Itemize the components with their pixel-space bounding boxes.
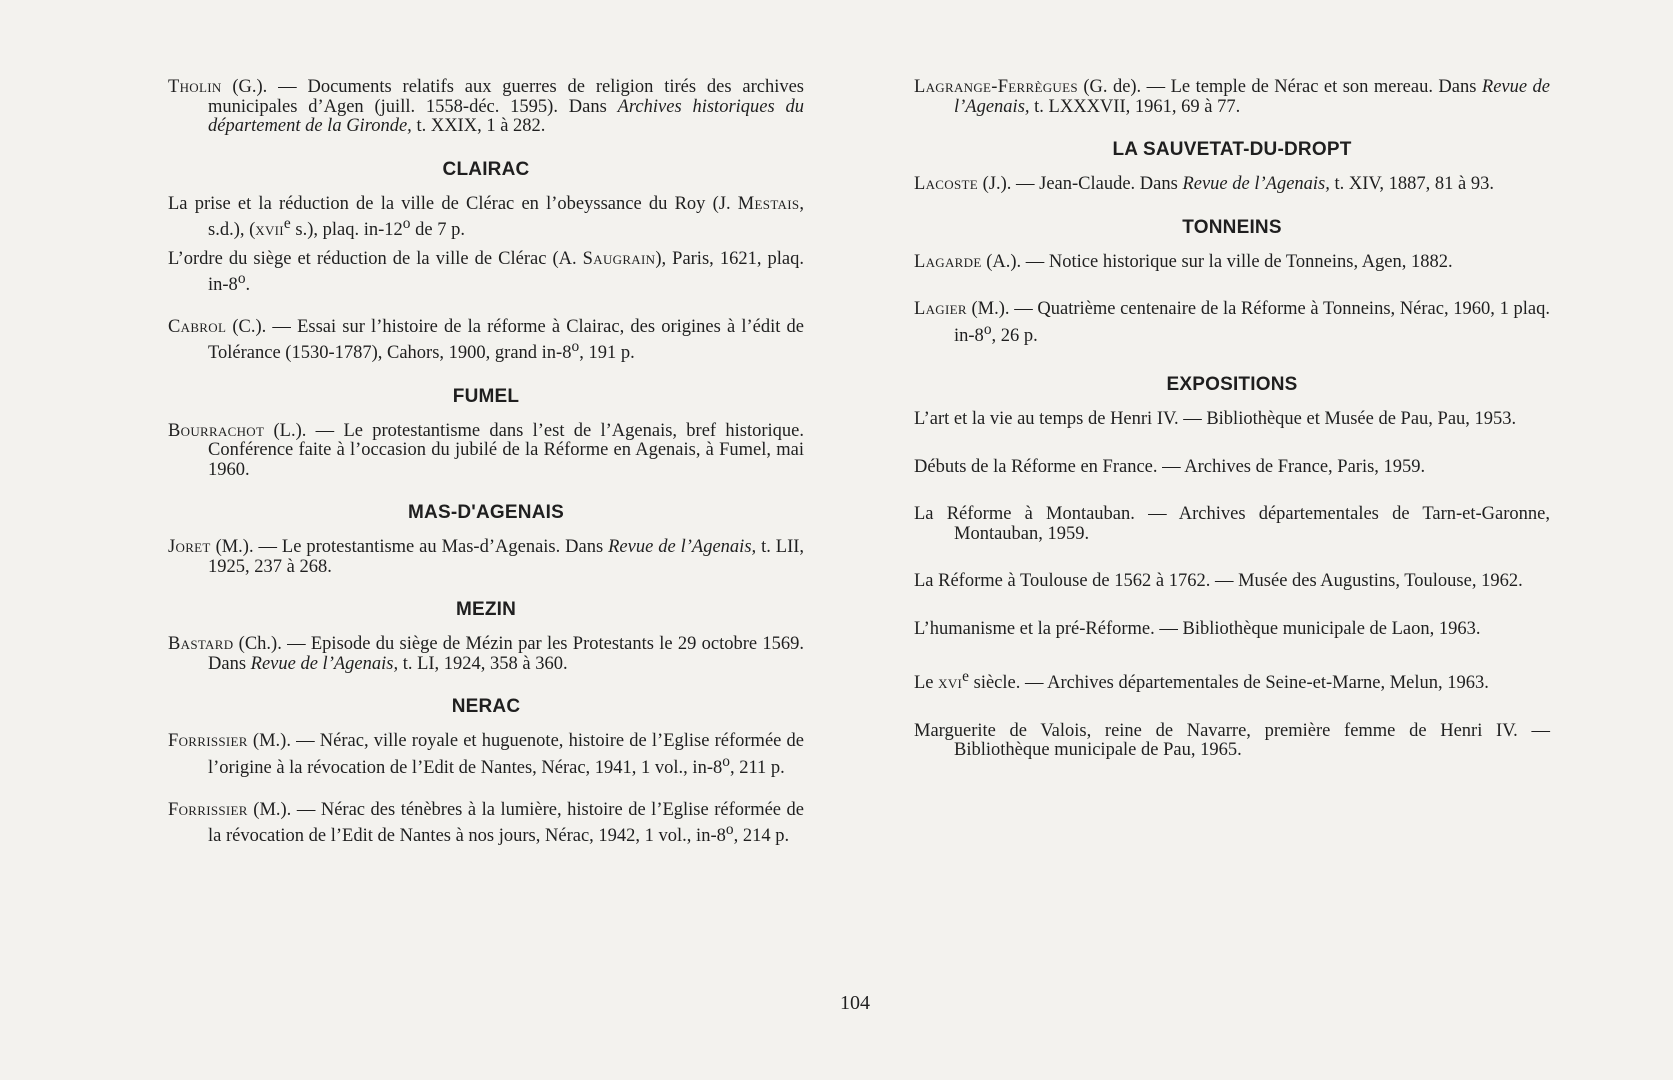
entry-text: de 7 p. bbox=[410, 220, 465, 241]
author-name: Forrissier bbox=[168, 799, 248, 820]
entry-text: , 191 p. bbox=[579, 343, 635, 364]
bibliography-entry-lagier bbox=[914, 300, 1550, 346]
section-heading-nerac: NERAC bbox=[451, 696, 521, 718]
author-name: Lagier bbox=[914, 299, 967, 319]
entry-text: (C.). — Essai sur l’histoire de la réforme à Clairac, des origines à l’édit de Tolérance (1530-1787), Cahors, 1900, grand in-8 bbox=[208, 316, 804, 364]
exhibition-entry bbox=[914, 667, 1550, 694]
left-column bbox=[168, 78, 804, 856]
bibliography-entry-joret bbox=[168, 538, 804, 577]
entry-text: L’ordre du siège et réduction de la ville de Clérac (A. bbox=[168, 248, 583, 269]
author-name: Lagarde bbox=[914, 251, 982, 272]
entry-text: t. XIV, 1887, 81 à 93. bbox=[1329, 174, 1494, 194]
publisher-name: Mestais bbox=[737, 193, 800, 214]
entry-text: La prise et la réduction de la ville de Clérac en l’obeyssance du Roy (J. bbox=[168, 193, 738, 214]
exhibition-entry: La Réforme à Montauban. — Archives départementales de Tarn-et-Garonne, Montauban, 1959. bbox=[914, 504, 1550, 544]
page-number: 104 bbox=[840, 992, 870, 1014]
superscript: o bbox=[722, 752, 730, 770]
author-name: Lacoste bbox=[914, 174, 978, 194]
bibliography-entry-lagrange-ferregues bbox=[914, 78, 1550, 117]
entry-text: (Ch.). — Episode du siège de Mézin par les Protestants le 29 octobre 1569. Dans bbox=[208, 634, 804, 674]
author-name: Joret bbox=[168, 537, 211, 558]
superscript: e bbox=[283, 215, 291, 232]
entry-text: (M.). — Nérac des ténèbres à la lumière, histoire de l’Eglise réformée de la révocation de l’Edit de Nantes à nos jours, Nérac, 1942, 1 vol., in-8 bbox=[208, 799, 804, 847]
entry-text: (G.). — Documents relatifs aux guerres de religion tirés des archives municipales d’Agen (juill. 1558-déc. 1595). Dans bbox=[208, 77, 804, 117]
entry-text: (M.). — Quatrième centenaire de la Réforme à Tonneins, Nérac, 1960, 1 plaq. in-8 bbox=[954, 299, 1550, 346]
bibliography-entry-lagarde bbox=[914, 253, 1550, 273]
author-name: Tholin bbox=[168, 77, 222, 97]
entry-text: Le bbox=[914, 673, 939, 694]
entry-text: t. LII, 1925, 237 à 268. bbox=[208, 537, 805, 577]
entry-journal: Revue de l’Agenais, bbox=[250, 653, 399, 674]
entry-text: t. LXXXVII, 1961, 69 à 77. bbox=[1029, 96, 1241, 117]
entry-journal: Revue de l’Agenais, bbox=[608, 537, 757, 558]
bibliography-entry-cabrol bbox=[168, 318, 804, 364]
bibliography-entry-clairac-ordre bbox=[168, 250, 804, 296]
entry-text: siècle. — Archives départementales de Seine-et-Marne, Melun, 1963. bbox=[969, 673, 1489, 694]
exhibition-entry: L’humanisme et la pré-Réforme. — Bibliothèque municipale de Laon, 1963. bbox=[914, 618, 1481, 639]
entry-text: , 26 p. bbox=[991, 325, 1038, 346]
superscript: o bbox=[983, 320, 992, 338]
author-name: Forrissier bbox=[168, 731, 248, 752]
entry-journal: Revue de l’Agenais, bbox=[1182, 174, 1330, 194]
entry-text: (A.). — Notice historique sur la ville de Tonneins, Agen, 1882. bbox=[981, 251, 1453, 272]
entry-text: , s.d.), ( bbox=[208, 193, 804, 241]
bibliography-entry-forrissier-1942 bbox=[168, 801, 804, 847]
bibliography-entry-clairac-prise bbox=[168, 195, 804, 241]
superscript: o bbox=[402, 215, 411, 232]
century-numeral: xvi bbox=[938, 673, 963, 694]
bibliography-entry-bastard bbox=[168, 635, 804, 674]
bibliography-entry-forrissier-1941 bbox=[168, 732, 804, 778]
author-name: Bastard bbox=[168, 634, 234, 655]
entry-text: t. LI, 1924, 358 à 360. bbox=[398, 653, 568, 674]
entry-text: , 214 p. bbox=[733, 826, 790, 847]
entry-text: . bbox=[245, 275, 251, 296]
exhibition-entry: Marguerite de Valois, reine de Navarre, première femme de Henri IV. — Bibliothèque municipale de Pau, 1965. bbox=[914, 720, 1550, 761]
entry-text: (G. de). — Le temple de Nérac et son mereau. Dans bbox=[1077, 77, 1482, 97]
entry-journal: Archives historiques du département de la Gironde, bbox=[208, 96, 804, 136]
superscript: o bbox=[571, 338, 580, 356]
exhibition-entry: La Réforme à Toulouse de 1562 à 1762. — Musée des Augustins, Toulouse, 1962. bbox=[914, 571, 1523, 592]
publisher-name: Saugrain bbox=[582, 248, 656, 269]
author-name: Lagrange-Ferrègues bbox=[914, 77, 1078, 97]
entry-text: s.), plaq. in-12 bbox=[290, 220, 403, 241]
entry-text: t. XXIX, 1 à 282. bbox=[411, 116, 546, 136]
bibliography-entry-tholin bbox=[168, 78, 804, 137]
section-heading-la-sauvetat-du-dropt: LA SAUVETAT-DU-DROPT bbox=[1112, 139, 1352, 160]
superscript: o bbox=[237, 270, 246, 288]
exhibition-entry: L’art et la vie au temps de Henri IV. — Bibliothèque et Musée de Pau, Pau, 1953. bbox=[914, 409, 1517, 430]
author-name: Bourrachot bbox=[168, 420, 265, 441]
right-column bbox=[914, 78, 1550, 770]
superscript: e bbox=[962, 668, 969, 686]
bibliography-entry-bourrachot bbox=[168, 422, 804, 481]
bibliography-entry-lacoste bbox=[914, 175, 1550, 195]
section-heading-mas-dagenais: MAS-D'AGENAIS bbox=[408, 502, 564, 524]
entry-journal: Revue de l’Agenais, bbox=[954, 77, 1550, 117]
section-heading-fumel: FUMEL bbox=[452, 385, 520, 407]
author-name: Cabrol bbox=[168, 316, 227, 337]
superscript: o bbox=[725, 821, 734, 839]
entry-text: (L.). — Le protestantisme dans l’est de l’Agenais, bref historique. Conférence faite à l’occasion du jubilé de la Réforme en Agenais, à Fumel, mai 1960. bbox=[208, 420, 804, 480]
entry-text: , 211 p. bbox=[729, 758, 785, 779]
entry-text: (M.). — Nérac, ville royale et huguenote, histoire de l’Eglise réformée de l’origine à la révocation de l’Edit de Nantes, Nérac, 1941, 1 vol., in-8 bbox=[208, 731, 804, 779]
section-heading-tonneins: TONNEINS bbox=[1182, 216, 1282, 238]
section-heading-expositions: EXPOSITIONS bbox=[1166, 374, 1298, 396]
entry-text: ), Paris, 1621, plaq. in-8 bbox=[208, 248, 804, 296]
entry-text: (J.). — Jean-Claude. Dans bbox=[977, 174, 1183, 194]
entry-text: (M.). — Le protestantisme au Mas-d’Agenais. Dans bbox=[210, 537, 609, 558]
century-numeral: xvii bbox=[255, 220, 284, 241]
section-heading-mezin: MEZIN bbox=[455, 599, 517, 621]
exhibition-entry: Débuts de la Réforme en France. — Archives de France, Paris, 1959. bbox=[914, 456, 1426, 477]
section-heading-clairac: CLAIRAC bbox=[442, 158, 530, 180]
